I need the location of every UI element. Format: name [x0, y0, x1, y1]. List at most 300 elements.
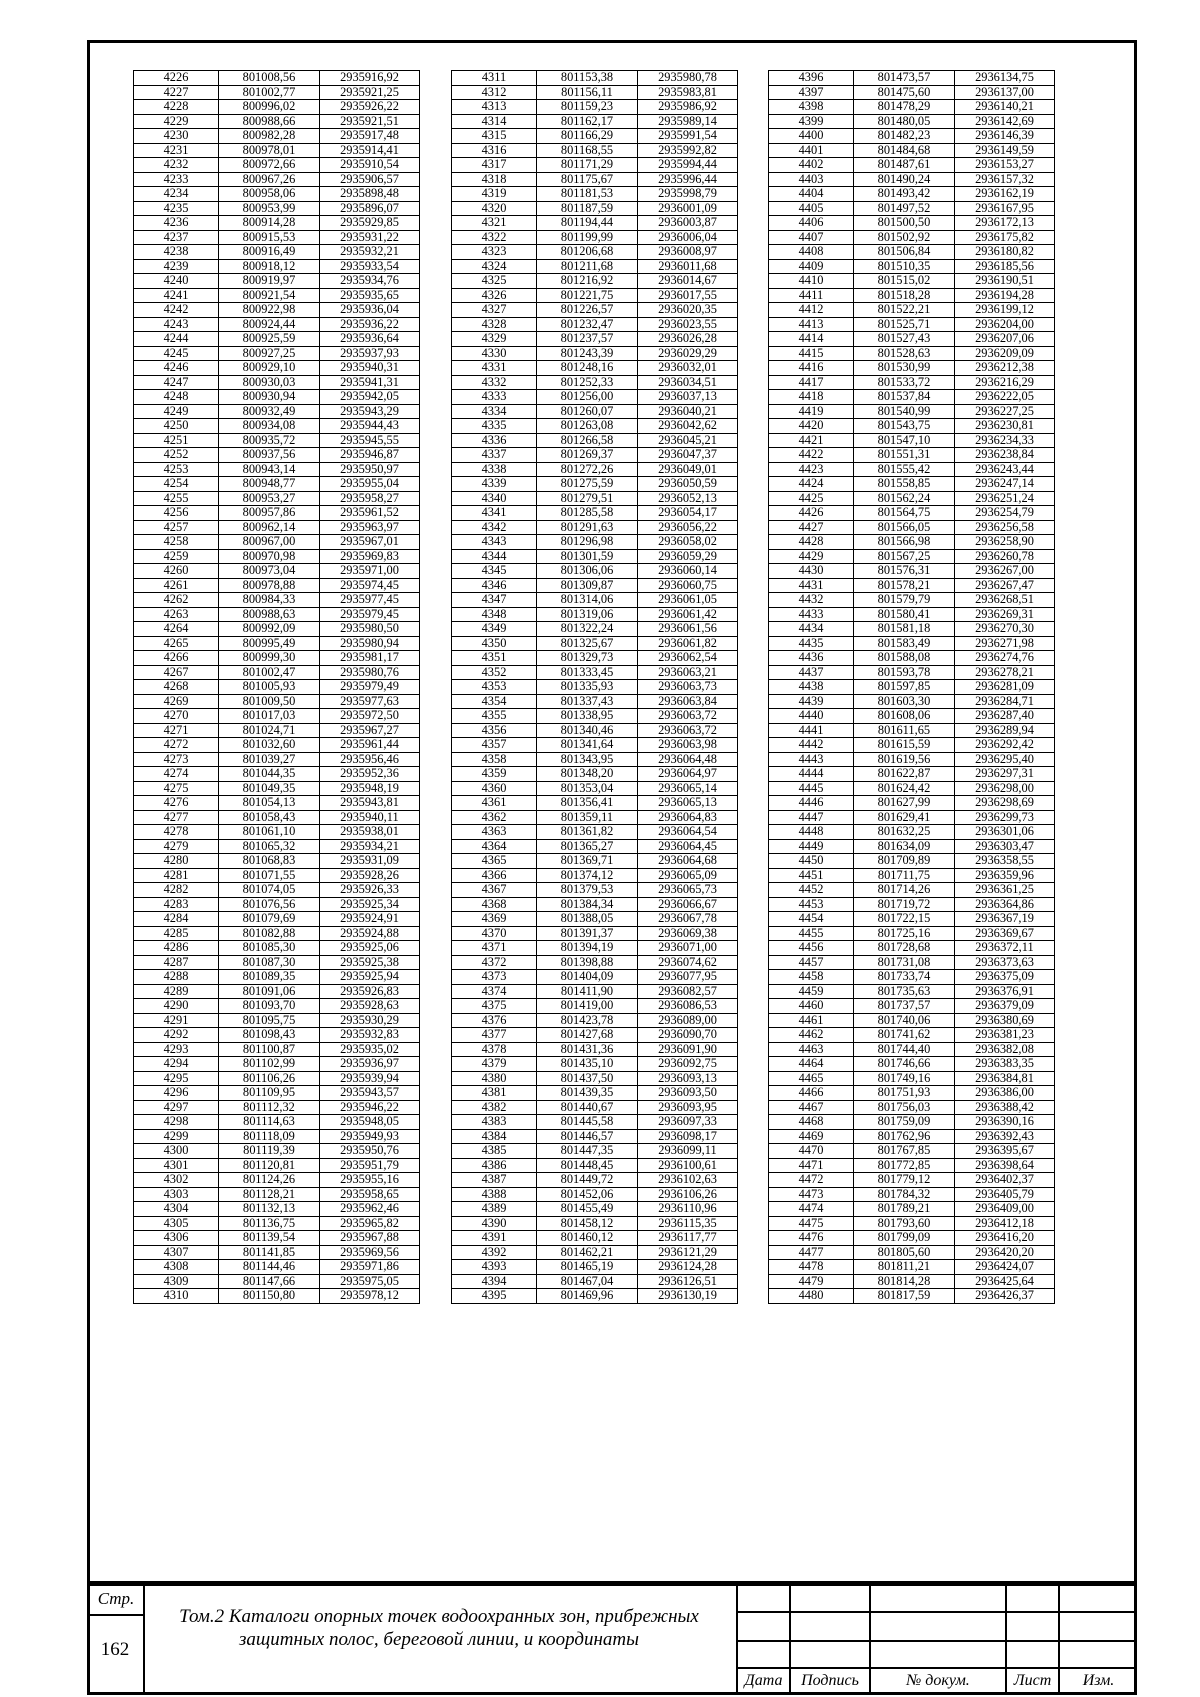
y-coordinate-cell: 2935936,22 — [320, 317, 420, 332]
table-row — [769, 796, 1055, 811]
x-coordinate-cell: 801711,75 — [854, 868, 955, 883]
point-number-cell: 4422 — [769, 448, 854, 463]
y-coordinate-cell: 2936060,75 — [638, 578, 738, 593]
x-coordinate-cell: 801374,12 — [537, 868, 638, 883]
x-coordinate-cell: 801527,43 — [854, 332, 955, 347]
x-coordinate-cell: 801144,46 — [219, 1260, 320, 1275]
point-number-cell: 4372 — [452, 955, 537, 970]
y-coordinate-cell: 2936299,73 — [955, 810, 1055, 825]
table-row — [769, 970, 1055, 985]
y-coordinate-cell: 2936100,61 — [638, 1158, 738, 1173]
x-coordinate-cell: 801619,56 — [854, 752, 955, 767]
point-number-cell: 4294 — [134, 1057, 219, 1072]
point-number-cell: 4232 — [134, 158, 219, 173]
point-number-cell: 4377 — [452, 1028, 537, 1043]
y-coordinate-cell: 2936137,00 — [955, 85, 1055, 100]
y-coordinate-cell: 2936361,25 — [955, 883, 1055, 898]
table-row — [452, 593, 738, 608]
x-coordinate-cell: 801156,11 — [537, 85, 638, 100]
x-coordinate-cell: 800914,28 — [219, 216, 320, 231]
point-number-cell: 4374 — [452, 984, 537, 999]
signature-header: Подпись — [801, 1672, 859, 1689]
x-coordinate-cell: 801087,30 — [219, 955, 320, 970]
x-coordinate-cell: 801814,28 — [854, 1274, 955, 1289]
point-number-cell: 4417 — [769, 375, 854, 390]
table-row — [134, 723, 420, 738]
x-coordinate-cell: 801749,16 — [854, 1071, 955, 1086]
x-coordinate-cell: 800922,98 — [219, 303, 320, 318]
y-coordinate-cell: 2936065,73 — [638, 883, 738, 898]
table-row — [134, 158, 420, 173]
point-number-cell: 4479 — [769, 1274, 854, 1289]
point-number-cell: 4261 — [134, 578, 219, 593]
x-coordinate-cell: 801522,21 — [854, 303, 955, 318]
point-number-cell: 4381 — [452, 1086, 537, 1101]
y-coordinate-cell: 2936167,95 — [955, 201, 1055, 216]
x-coordinate-cell: 800924,44 — [219, 317, 320, 332]
table-row — [769, 1042, 1055, 1057]
table-row — [134, 100, 420, 115]
y-coordinate-cell: 2936042,62 — [638, 419, 738, 434]
y-coordinate-cell: 2936102,63 — [638, 1173, 738, 1188]
x-coordinate-cell: 801356,41 — [537, 796, 638, 811]
point-number-cell: 4446 — [769, 796, 854, 811]
y-coordinate-cell: 2935925,38 — [320, 955, 420, 970]
point-number-cell: 4371 — [452, 941, 537, 956]
y-coordinate-cell: 2935955,16 — [320, 1173, 420, 1188]
point-number-cell: 4404 — [769, 187, 854, 202]
table-row — [452, 723, 738, 738]
table-row — [134, 375, 420, 390]
y-coordinate-cell: 2935921,25 — [320, 85, 420, 100]
y-coordinate-cell: 2936367,19 — [955, 912, 1055, 927]
x-coordinate-cell: 800930,94 — [219, 390, 320, 405]
y-coordinate-cell: 2936358,55 — [955, 854, 1055, 869]
y-coordinate-cell: 2935980,76 — [320, 665, 420, 680]
x-coordinate-cell: 801098,43 — [219, 1028, 320, 1043]
x-coordinate-cell: 801445,58 — [537, 1115, 638, 1130]
point-number-cell: 4362 — [452, 810, 537, 825]
x-coordinate-cell: 801615,59 — [854, 738, 955, 753]
y-coordinate-cell: 2936199,12 — [955, 303, 1055, 318]
y-coordinate-cell: 2936260,78 — [955, 549, 1055, 564]
table-row — [452, 1202, 738, 1217]
point-number-cell: 4369 — [452, 912, 537, 927]
table-row — [769, 1202, 1055, 1217]
x-coordinate-cell: 801128,21 — [219, 1187, 320, 1202]
y-coordinate-cell: 2935898,48 — [320, 187, 420, 202]
point-number-cell: 4474 — [769, 1202, 854, 1217]
x-coordinate-cell: 801175,67 — [537, 172, 638, 187]
point-number-cell: 4449 — [769, 839, 854, 854]
point-number-cell: 4413 — [769, 317, 854, 332]
table-row — [134, 491, 420, 506]
x-coordinate-cell: 801518,28 — [854, 288, 955, 303]
table-row — [769, 230, 1055, 245]
point-number-cell: 4255 — [134, 491, 219, 506]
y-coordinate-cell: 2936386,00 — [955, 1086, 1055, 1101]
y-coordinate-cell: 2936180,82 — [955, 245, 1055, 260]
point-number-cell: 4434 — [769, 622, 854, 637]
point-number-cell: 4390 — [452, 1216, 537, 1231]
point-number-cell: 4283 — [134, 897, 219, 912]
table-row — [134, 999, 420, 1014]
y-coordinate-cell: 2935955,04 — [320, 477, 420, 492]
point-number-cell: 4445 — [769, 781, 854, 796]
point-number-cell: 4345 — [452, 564, 537, 579]
table-row — [134, 970, 420, 985]
y-coordinate-cell: 2935929,85 — [320, 216, 420, 231]
y-coordinate-cell: 2935967,01 — [320, 535, 420, 550]
point-number-cell: 4395 — [452, 1289, 537, 1304]
y-coordinate-cell: 2935943,29 — [320, 404, 420, 419]
point-number-cell: 4259 — [134, 549, 219, 564]
y-coordinate-cell: 2936020,35 — [638, 303, 738, 318]
y-coordinate-cell: 2935958,65 — [320, 1187, 420, 1202]
table-row — [452, 955, 738, 970]
point-number-cell: 4239 — [134, 259, 219, 274]
point-number-cell: 4453 — [769, 897, 854, 912]
y-coordinate-cell: 2936379,09 — [955, 999, 1055, 1014]
document-title-line-2: защитных полос, береговой линии, и координаты — [238, 1629, 639, 1650]
table-row — [134, 1100, 420, 1115]
table-row — [769, 85, 1055, 100]
point-number-cell: 4273 — [134, 752, 219, 767]
point-number-cell: 4400 — [769, 129, 854, 144]
x-coordinate-cell: 801469,96 — [537, 1289, 638, 1304]
y-coordinate-cell: 2936381,23 — [955, 1028, 1055, 1043]
x-coordinate-cell: 801465,19 — [537, 1260, 638, 1275]
y-coordinate-cell: 2936142,69 — [955, 114, 1055, 129]
point-number-cell: 4268 — [134, 680, 219, 695]
x-coordinate-cell: 801629,41 — [854, 810, 955, 825]
table-row — [452, 317, 738, 332]
point-number-cell: 4246 — [134, 361, 219, 376]
point-number-cell: 4323 — [452, 245, 537, 260]
table-row — [452, 680, 738, 695]
point-number-cell: 4354 — [452, 694, 537, 709]
x-coordinate-cell: 801467,04 — [537, 1274, 638, 1289]
table-row — [452, 216, 738, 231]
x-coordinate-cell: 801124,26 — [219, 1173, 320, 1188]
y-coordinate-cell: 2936398,64 — [955, 1158, 1055, 1173]
point-number-cell: 4263 — [134, 607, 219, 622]
table-row — [452, 71, 738, 86]
point-number-cell: 4463 — [769, 1042, 854, 1057]
y-coordinate-cell: 2935924,91 — [320, 912, 420, 927]
x-coordinate-cell: 801493,42 — [854, 187, 955, 202]
x-coordinate-cell: 801759,09 — [854, 1115, 955, 1130]
table-row — [769, 941, 1055, 956]
x-coordinate-cell: 801817,59 — [854, 1289, 955, 1304]
table-row — [769, 71, 1055, 86]
x-coordinate-cell: 800953,99 — [219, 201, 320, 216]
point-number-cell: 4291 — [134, 1013, 219, 1028]
x-coordinate-cell: 801100,87 — [219, 1042, 320, 1057]
point-number-cell: 4398 — [769, 100, 854, 115]
table-row — [134, 129, 420, 144]
y-coordinate-cell: 2936110,96 — [638, 1202, 738, 1217]
x-coordinate-cell: 800915,53 — [219, 230, 320, 245]
y-coordinate-cell: 2936149,59 — [955, 143, 1055, 158]
table-row — [134, 259, 420, 274]
point-number-cell: 4352 — [452, 665, 537, 680]
x-coordinate-cell: 801032,60 — [219, 738, 320, 753]
table-row — [134, 462, 420, 477]
y-coordinate-cell: 2936099,11 — [638, 1144, 738, 1159]
x-coordinate-cell: 801216,92 — [537, 274, 638, 289]
table-row — [134, 1144, 420, 1159]
table-row — [452, 361, 738, 376]
x-coordinate-cell: 801112,32 — [219, 1100, 320, 1115]
y-coordinate-cell: 2936412,18 — [955, 1216, 1055, 1231]
x-coordinate-cell: 801141,85 — [219, 1245, 320, 1260]
point-number-cell: 4258 — [134, 535, 219, 550]
x-coordinate-cell: 801102,99 — [219, 1057, 320, 1072]
y-coordinate-cell: 2936216,29 — [955, 375, 1055, 390]
y-coordinate-cell: 2936121,29 — [638, 1245, 738, 1260]
point-number-cell: 4262 — [134, 593, 219, 608]
x-coordinate-cell: 801017,03 — [219, 709, 320, 724]
y-coordinate-cell: 2936126,51 — [638, 1274, 738, 1289]
document-title — [149, 1605, 729, 1651]
table-row — [769, 607, 1055, 622]
y-coordinate-cell: 2935932,83 — [320, 1028, 420, 1043]
point-number-cell: 4431 — [769, 578, 854, 593]
y-coordinate-cell: 2936425,64 — [955, 1274, 1055, 1289]
x-coordinate-cell: 800995,49 — [219, 636, 320, 651]
point-number-cell: 4452 — [769, 883, 854, 898]
table-row — [134, 680, 420, 695]
x-coordinate-cell: 801181,53 — [537, 187, 638, 202]
x-coordinate-cell: 801447,35 — [537, 1144, 638, 1159]
point-number-cell: 4355 — [452, 709, 537, 724]
x-coordinate-cell: 801731,08 — [854, 955, 955, 970]
table-row — [452, 781, 738, 796]
table-row — [769, 781, 1055, 796]
point-number-cell: 4289 — [134, 984, 219, 999]
x-coordinate-cell: 801525,71 — [854, 317, 955, 332]
y-coordinate-cell: 2936047,37 — [638, 448, 738, 463]
x-coordinate-cell: 801243,39 — [537, 346, 638, 361]
y-coordinate-cell: 2935969,83 — [320, 549, 420, 564]
y-coordinate-cell: 2936384,81 — [955, 1071, 1055, 1086]
table-row — [452, 796, 738, 811]
point-number-cell: 4229 — [134, 114, 219, 129]
x-coordinate-cell: 800967,00 — [219, 535, 320, 550]
table-row — [452, 752, 738, 767]
x-coordinate-cell: 801166,29 — [537, 129, 638, 144]
x-coordinate-cell: 801603,30 — [854, 694, 955, 709]
point-number-cell: 4436 — [769, 651, 854, 666]
y-coordinate-cell: 2936295,40 — [955, 752, 1055, 767]
table-row — [452, 288, 738, 303]
x-coordinate-cell: 801725,16 — [854, 926, 955, 941]
y-coordinate-cell: 2936298,69 — [955, 796, 1055, 811]
table-row — [134, 230, 420, 245]
x-coordinate-cell: 801611,65 — [854, 723, 955, 738]
point-number-cell: 4393 — [452, 1260, 537, 1275]
x-coordinate-cell: 801365,27 — [537, 839, 638, 854]
table-row — [134, 520, 420, 535]
point-number-cell: 4411 — [769, 288, 854, 303]
point-number-cell: 4384 — [452, 1129, 537, 1144]
point-number-cell: 4253 — [134, 462, 219, 477]
point-number-cell: 4293 — [134, 1042, 219, 1057]
x-coordinate-cell: 800984,33 — [219, 593, 320, 608]
table-row — [134, 317, 420, 332]
y-coordinate-cell: 2936256,58 — [955, 520, 1055, 535]
x-coordinate-cell: 801068,83 — [219, 854, 320, 869]
table-row — [769, 1013, 1055, 1028]
table-row — [769, 564, 1055, 579]
y-coordinate-cell: 2936190,51 — [955, 274, 1055, 289]
x-coordinate-cell: 801740,06 — [854, 1013, 955, 1028]
table-row — [134, 274, 420, 289]
y-coordinate-cell: 2936292,42 — [955, 738, 1055, 753]
x-coordinate-cell: 801039,27 — [219, 752, 320, 767]
point-number-cell: 4330 — [452, 346, 537, 361]
y-coordinate-cell: 2936281,09 — [955, 680, 1055, 695]
y-coordinate-cell: 2936063,84 — [638, 694, 738, 709]
y-coordinate-cell: 2936064,97 — [638, 767, 738, 782]
y-coordinate-cell: 2935967,27 — [320, 723, 420, 738]
y-coordinate-cell: 2935941,31 — [320, 375, 420, 390]
table-row — [452, 549, 738, 564]
x-coordinate-cell: 800982,28 — [219, 129, 320, 144]
x-coordinate-cell: 801206,68 — [537, 245, 638, 260]
x-coordinate-cell: 801353,04 — [537, 781, 638, 796]
table-row — [769, 332, 1055, 347]
x-coordinate-cell: 801329,73 — [537, 651, 638, 666]
table-row — [769, 143, 1055, 158]
x-coordinate-cell: 801361,82 — [537, 825, 638, 840]
x-coordinate-cell: 801756,03 — [854, 1100, 955, 1115]
x-coordinate-cell: 801119,39 — [219, 1144, 320, 1159]
table-row — [134, 651, 420, 666]
point-number-cell: 4277 — [134, 810, 219, 825]
point-number-cell: 4459 — [769, 984, 854, 999]
point-number-cell: 4429 — [769, 549, 854, 564]
point-number-cell: 4327 — [452, 303, 537, 318]
x-coordinate-cell: 801335,93 — [537, 680, 638, 695]
x-coordinate-cell: 801248,16 — [537, 361, 638, 376]
x-coordinate-cell: 801714,26 — [854, 883, 955, 898]
x-coordinate-cell: 801168,55 — [537, 143, 638, 158]
point-number-cell: 4237 — [134, 230, 219, 245]
x-coordinate-cell: 801439,35 — [537, 1086, 638, 1101]
y-coordinate-cell: 2935950,97 — [320, 462, 420, 477]
point-number-cell: 4387 — [452, 1173, 537, 1188]
y-coordinate-cell: 2936267,47 — [955, 578, 1055, 593]
table-row — [769, 1216, 1055, 1231]
y-coordinate-cell: 2936274,76 — [955, 651, 1055, 666]
point-number-cell: 4245 — [134, 346, 219, 361]
point-number-cell: 4454 — [769, 912, 854, 927]
x-coordinate-cell: 801435,10 — [537, 1057, 638, 1072]
y-coordinate-cell: 2936049,01 — [638, 462, 738, 477]
y-coordinate-cell: 2935936,97 — [320, 1057, 420, 1072]
point-number-cell: 4356 — [452, 723, 537, 738]
point-number-cell: 4342 — [452, 520, 537, 535]
point-number-cell: 4339 — [452, 477, 537, 492]
table-row — [452, 912, 738, 927]
table-row — [452, 201, 738, 216]
table-row — [452, 187, 738, 202]
point-number-cell: 4334 — [452, 404, 537, 419]
x-coordinate-cell: 801044,35 — [219, 767, 320, 782]
x-coordinate-cell: 801384,34 — [537, 897, 638, 912]
x-coordinate-cell: 801398,88 — [537, 955, 638, 970]
point-number-cell: 4473 — [769, 1187, 854, 1202]
y-coordinate-cell: 2936420,20 — [955, 1245, 1055, 1260]
table-row — [452, 1086, 738, 1101]
y-coordinate-cell: 2936380,69 — [955, 1013, 1055, 1028]
point-number-cell: 4383 — [452, 1115, 537, 1130]
y-coordinate-cell: 2936298,00 — [955, 781, 1055, 796]
y-coordinate-cell: 2935971,86 — [320, 1260, 420, 1275]
y-coordinate-cell: 2936212,38 — [955, 361, 1055, 376]
table-row — [769, 404, 1055, 419]
x-coordinate-cell: 801379,53 — [537, 883, 638, 898]
x-coordinate-cell: 800978,88 — [219, 578, 320, 593]
table-row — [452, 868, 738, 883]
table-row — [452, 926, 738, 941]
point-number-cell: 4399 — [769, 114, 854, 129]
point-number-cell: 4365 — [452, 854, 537, 869]
table-row — [452, 839, 738, 854]
point-number-cell: 4267 — [134, 665, 219, 680]
table-row — [769, 1158, 1055, 1173]
point-number-cell: 4375 — [452, 999, 537, 1014]
point-number-cell: 4392 — [452, 1245, 537, 1260]
point-number-cell: 4425 — [769, 491, 854, 506]
y-coordinate-cell: 2935971,00 — [320, 564, 420, 579]
point-number-cell: 4405 — [769, 201, 854, 216]
point-number-cell: 4264 — [134, 622, 219, 637]
point-number-cell: 4324 — [452, 259, 537, 274]
table-row — [452, 941, 738, 956]
y-coordinate-cell: 2936372,11 — [955, 941, 1055, 956]
table-row — [769, 593, 1055, 608]
y-coordinate-cell: 2936023,55 — [638, 317, 738, 332]
table-row — [452, 1216, 738, 1231]
point-number-cell: 4442 — [769, 738, 854, 753]
x-coordinate-cell: 800962,14 — [219, 520, 320, 535]
table-row — [769, 926, 1055, 941]
table-row — [769, 201, 1055, 216]
table-row — [452, 607, 738, 622]
y-coordinate-cell: 2935979,49 — [320, 680, 420, 695]
table-row — [452, 854, 738, 869]
y-coordinate-cell: 2935942,05 — [320, 390, 420, 405]
y-coordinate-cell: 2936375,09 — [955, 970, 1055, 985]
point-number-cell: 4242 — [134, 303, 219, 318]
point-number-cell: 4260 — [134, 564, 219, 579]
table-row — [769, 274, 1055, 289]
table-row — [769, 390, 1055, 405]
point-number-cell: 4282 — [134, 883, 219, 898]
x-coordinate-cell: 801095,75 — [219, 1013, 320, 1028]
x-coordinate-cell: 801744,40 — [854, 1042, 955, 1057]
point-number-cell: 4476 — [769, 1231, 854, 1246]
point-number-cell: 4227 — [134, 85, 219, 100]
y-coordinate-cell: 2936172,13 — [955, 216, 1055, 231]
document-title-line-1: Том.2 Каталоги опорных точек водоохранных зон, прибрежных — [179, 1606, 699, 1627]
table-row — [134, 926, 420, 941]
y-coordinate-cell: 2935952,36 — [320, 767, 420, 782]
y-coordinate-cell: 2936003,87 — [638, 216, 738, 231]
